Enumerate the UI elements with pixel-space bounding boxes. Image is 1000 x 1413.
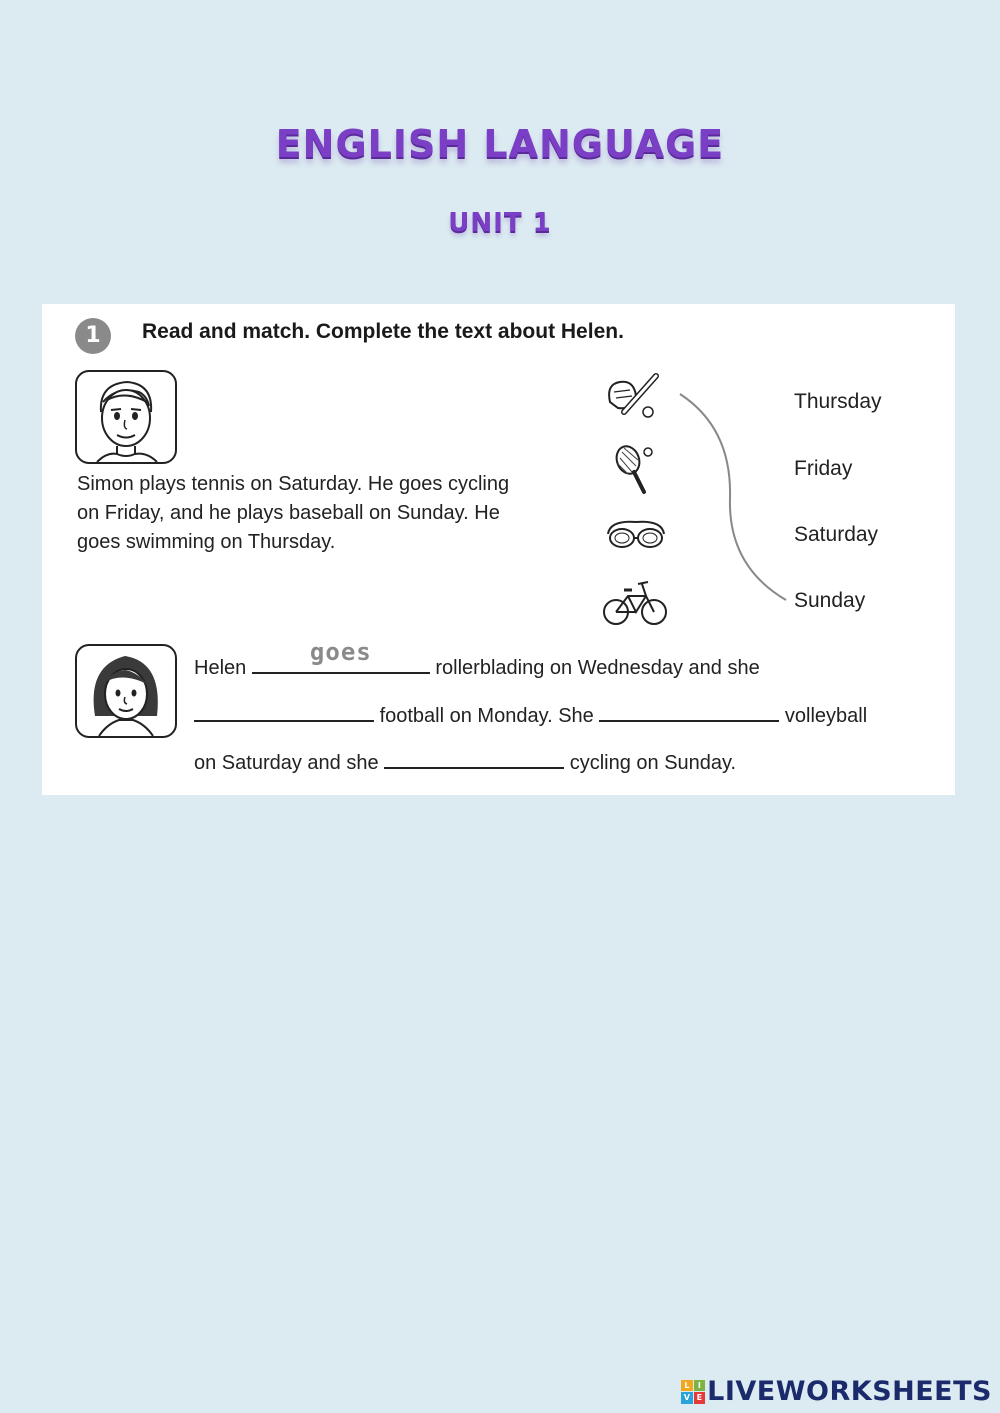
text: cycling on Sunday. bbox=[569, 752, 737, 774]
helen-portrait bbox=[75, 644, 177, 738]
logo-letter: I bbox=[694, 1380, 706, 1392]
simon-paragraph: Simon plays tennis on Saturday. He goes cycling on Friday, and he plays baseball on Sunday. He goes swimming on Thursday. bbox=[77, 473, 510, 553]
answer-blank-2[interactable] bbox=[194, 700, 374, 722]
page-title: ENGLISH LANGUAGE bbox=[275, 122, 725, 166]
answer-text: goes bbox=[309, 638, 372, 666]
answer-blank-1[interactable] bbox=[252, 638, 430, 674]
text: on Saturday and she bbox=[194, 752, 379, 774]
unit-heading: UNIT 1 bbox=[448, 208, 552, 238]
goggles-icon bbox=[604, 514, 668, 554]
helen-line-3 bbox=[194, 747, 736, 775]
baseball-icon bbox=[602, 372, 664, 434]
text: rollerblading on Wednesday and she bbox=[435, 657, 760, 679]
bicycle-icon bbox=[602, 574, 668, 628]
answer-blank-4[interactable] bbox=[384, 747, 564, 769]
simon-portrait bbox=[75, 370, 177, 464]
match-line bbox=[672, 388, 792, 610]
helen-line-1 bbox=[194, 638, 760, 680]
day-label: Saturday bbox=[794, 523, 879, 546]
exercise-card bbox=[42, 304, 955, 795]
exercise-instruction: Read and match. Complete the text about Helen. bbox=[142, 320, 624, 343]
brand-name: LIVEWORKSHEETS bbox=[707, 1376, 992, 1407]
liveworksheets-logo bbox=[681, 1376, 992, 1407]
exercise-number: 1 bbox=[75, 318, 111, 354]
day-label: Sunday bbox=[794, 589, 866, 612]
text: football on Monday. She bbox=[379, 705, 594, 727]
day-label: Friday bbox=[794, 457, 853, 480]
text: volleyball bbox=[784, 705, 868, 727]
text: Helen bbox=[194, 657, 247, 679]
logo-letter: E bbox=[694, 1392, 706, 1404]
logo-letter: L bbox=[681, 1380, 693, 1392]
day-label: Thursday bbox=[794, 390, 882, 413]
answer-blank-3[interactable] bbox=[599, 700, 779, 722]
logo-letter: V bbox=[681, 1392, 693, 1404]
helen-line-2 bbox=[194, 700, 867, 728]
tennis-icon bbox=[610, 442, 660, 498]
logo-mark bbox=[681, 1380, 705, 1404]
